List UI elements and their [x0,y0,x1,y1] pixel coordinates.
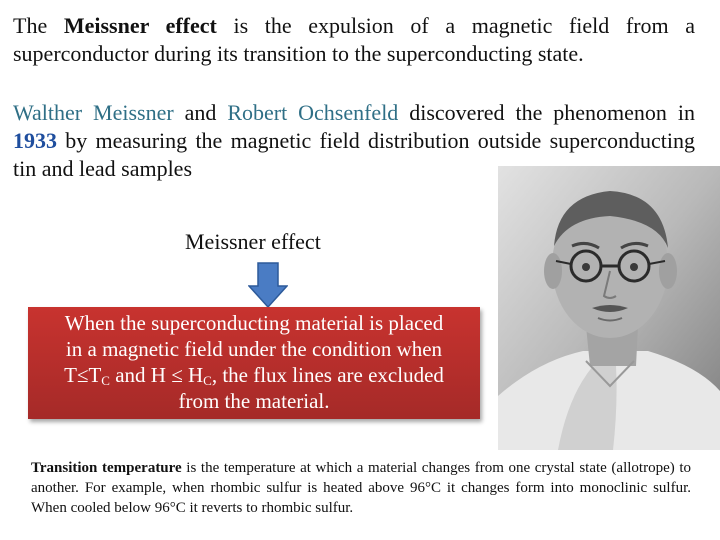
portrait-illustration [498,166,720,450]
discovery-mid: discovered the phenomenon in [398,100,695,125]
down-arrow-icon [248,262,288,308]
condition-line-2: in a magnetic field under the condition when [65,337,443,361]
name-walther-meissner: Walther Meissner [13,100,174,125]
condition-h-subscript: C [203,373,212,388]
portrait-photo [498,166,720,450]
name-robert-ochsenfeld: Robert Ochsenfeld [227,100,399,125]
discovery-post: by measuring the magnetic field distribution outside superconducting tin and lead samples [13,128,695,181]
condition-line-4: from the material. [178,389,330,413]
meissner-condition-box [28,307,480,419]
term-transition-temperature: Transition temperature [31,460,182,476]
meissner-definition [13,12,695,68]
condition-t-subscript: C [101,373,110,388]
definition-pre: The [13,13,64,38]
condition-line-1: When the superconducting material is placed [64,311,444,335]
condition-post: , the flux lines are excluded [211,363,444,387]
condition-line-3 [28,362,480,388]
condition-and-h: and H ≤ H [109,363,204,387]
transition-temperature-text: is the temperature at which a material changes from one crystal state (allotrope) to another. For example, when rhombic sulfur is heated above 96°C it changes form into monoclinic sulfur. When cooled below 96°C it reverts to rhombic sulfur. [31,460,691,516]
condition-t: T≤T [64,363,102,387]
discovery-and: and [173,100,228,125]
meissner-effect-label: Meissner effect [185,229,321,254]
term-meissner-effect: Meissner effect [63,13,217,38]
discovery-year: 1933 [13,128,57,153]
definition-post: is the expulsion of a magnetic field from a superconductor during its transition to the superconducting state. [13,13,696,66]
transition-temperature-paragraph [31,458,691,518]
